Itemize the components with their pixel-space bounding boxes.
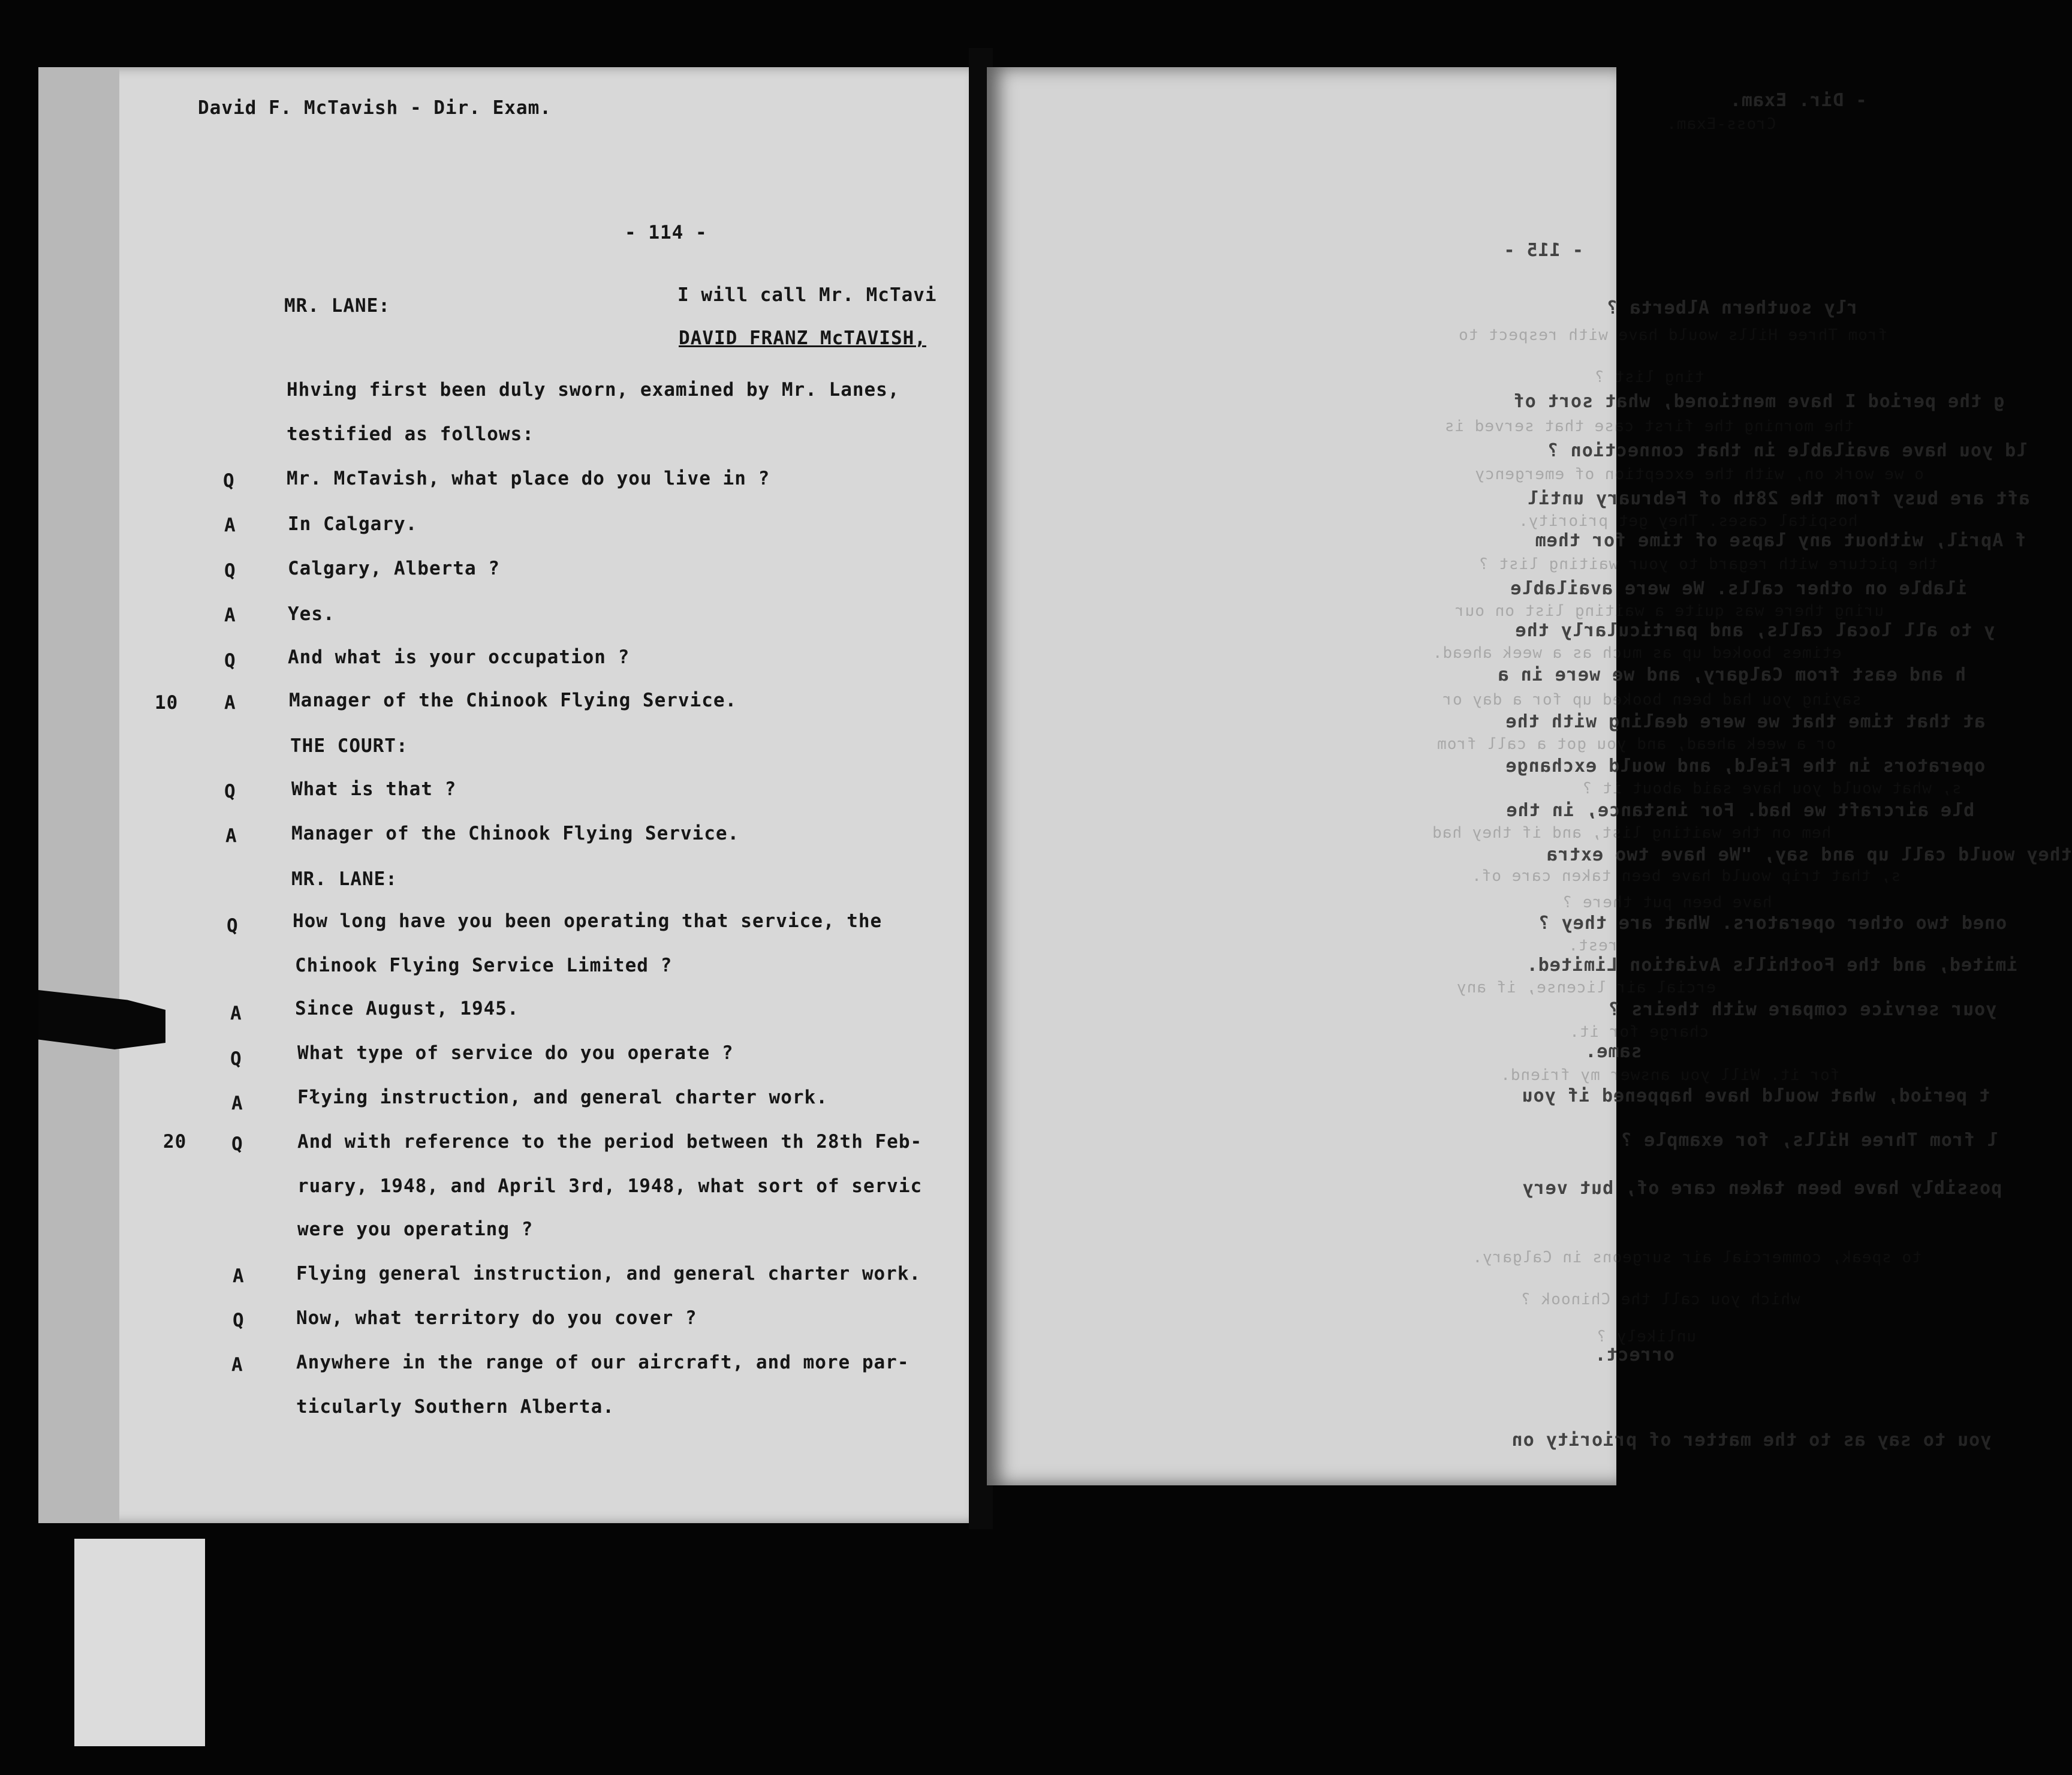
page-number: - 114 - <box>625 222 707 243</box>
qa-text: Now, what territory do you cover ? <box>296 1307 697 1329</box>
faint-line: the picture with regard to your waiting list ? <box>1478 555 1938 573</box>
qa-text: ticularly Southern Alberta. <box>296 1396 615 1418</box>
faint-line: s, that trip would have been taken care of. <box>1471 867 1901 885</box>
qa-text: Manager of the Chinook Flying Service. <box>289 690 737 711</box>
qa-text: ruary, 1948, and April 3rd, 1948, what sort of servic <box>297 1175 923 1197</box>
faint-line: o we work on, with the exception of emergency <box>1474 465 1924 483</box>
call-statement: I will call Mr. McTavi <box>677 284 937 306</box>
faint-line: charge for it. <box>1569 1023 1709 1041</box>
sworn-line: Hhving first been duly sworn, examined by Mr. Lanes, <box>287 379 900 401</box>
qa-text: Since August, 1945. <box>295 998 519 1019</box>
mirrored-line: ting list ? <box>1594 368 1704 386</box>
qa-marker: Q <box>227 915 239 937</box>
mirrored-line: operators in the Field, and would exchange <box>1505 756 1986 777</box>
mirrored-line: aft are busy from the 28th of February until <box>1526 488 2030 509</box>
qa-marker: A <box>224 515 236 536</box>
line-number: 10 <box>155 692 179 714</box>
mirrored-line: your service compare with theirs ? <box>1608 999 1997 1020</box>
faint-line: have been put there ? <box>1562 893 1772 911</box>
mirrored-line: f April, without any lapse of time for them <box>1534 530 2026 551</box>
faint-line: or a week ahead, and you got a call from <box>1436 735 1836 753</box>
faint-line: unlikely ? <box>1596 1328 1697 1346</box>
faint-line: the morning the first case that served is <box>1444 417 1854 435</box>
faint-line: rest. <box>1568 937 1618 955</box>
qa-text: Yes. <box>288 603 335 625</box>
faint-line: ercial air license, if any <box>1456 979 1716 997</box>
qa-marker: Q <box>224 781 236 802</box>
qa-marker: A <box>224 604 236 626</box>
mirrored-line: at that time that we were dealing with the <box>1505 711 1986 732</box>
qa-marker: Q <box>224 560 236 582</box>
faint-line: to speak, commercial air surgeons in Calgary. <box>1472 1248 1922 1266</box>
qa-text: And what is your occupation ? <box>288 646 630 668</box>
mirrored-line: ilable on other calls. We were available <box>1510 578 1967 599</box>
qa-text: Chinook Flying Service Limited ? <box>295 955 673 976</box>
mirrored-line: y to all local calls, and particularly the <box>1514 620 1995 641</box>
right-header-sub: Cross-Exam. <box>1666 115 1776 133</box>
mirrored-line: possibly have been taken care of, but very <box>1522 1178 2002 1199</box>
qa-marker: A <box>224 692 236 714</box>
speaker-heading: MR. LANE: <box>291 868 397 890</box>
qa-marker: A <box>231 1354 243 1376</box>
mirrored-line: l from Three Hills, for example ? <box>1621 1130 1998 1151</box>
qa-marker: Q <box>233 1310 245 1331</box>
mirrored-line: ld you have available in that connection ? <box>1547 440 2028 461</box>
mirrored-line: t period, what would have happened if you <box>1521 1085 1990 1106</box>
left-page-margin <box>38 67 119 1523</box>
witness-name: DAVID FRANZ McTAVISH, <box>679 327 926 349</box>
mirrored-line: orrect. <box>1594 1344 1675 1365</box>
qa-marker: A <box>231 1093 243 1114</box>
qa-text: Calgary, Alberta ? <box>288 558 500 579</box>
mirrored-line: g the period I have mentioned, what sort of <box>1513 391 2005 412</box>
qa-text: Flying general instruction, and general charter work. <box>296 1263 921 1284</box>
qa-marker: Q <box>224 650 236 672</box>
line-number: 20 <box>163 1131 187 1153</box>
qa-text: were you operating ? <box>297 1219 534 1240</box>
faint-line: saying you had been booked up for a day or <box>1442 691 1862 709</box>
speaker-heading: THE COURT: <box>290 735 408 757</box>
qa-text: What type of service do you operate ? <box>297 1042 734 1064</box>
speaker-label: MR. LANE: <box>284 295 390 317</box>
faint-line: uring there was quite a waiting list on our <box>1454 602 1884 620</box>
qa-text: Manager of the Chinook Flying Service. <box>291 823 740 844</box>
right-page-text-area <box>987 67 2072 1485</box>
qa-text: What is that ? <box>291 778 457 800</box>
qa-text: How long have you been operating that service, the <box>293 910 883 932</box>
mirrored-line: h and east from Calgary, and we were in a <box>1497 664 1966 685</box>
faint-line: hospital cases. They get priority. <box>1518 512 1858 530</box>
mirrored-line: ble aircraft we had. For instance, in the <box>1505 800 1975 821</box>
mirrored-line: same. <box>1585 1041 1642 1062</box>
mirrored-line: they would call up and say, "We have two extra <box>1546 844 2072 865</box>
faint-line: s, what would you have said about it ? <box>1582 780 1962 798</box>
qa-text: Fłying instruction, and general charter work. <box>297 1087 828 1108</box>
mirrored-line: from Three Hills would have with respect to <box>1458 326 1888 344</box>
faint-line: hem on the waiting list, and if they had <box>1432 824 1832 842</box>
qa-marker: Q <box>231 1133 243 1155</box>
mirrored-line: rly southern Alberta ? <box>1606 297 1858 318</box>
qa-text: And with reference to the period between th 28th Feb- <box>297 1131 923 1153</box>
mirrored-line: oned two other operators. What are they ? <box>1538 913 2007 934</box>
qa-marker: A <box>225 825 237 847</box>
qa-marker: A <box>230 1003 242 1024</box>
mirrored-line: imited, and the Foothills Aviation Limited. <box>1526 955 2018 976</box>
faint-line: etimes booked up as much as a week ahead. <box>1432 644 1842 662</box>
sworn-line: testified as follows: <box>287 423 534 445</box>
right-header: - Dir. Exam. <box>1729 90 1867 111</box>
paper-tab <box>74 1539 205 1746</box>
mirrored-line: you to say as to the matter of priority on <box>1511 1430 1992 1451</box>
faint-line: which you call the Chinook ? <box>1520 1290 1800 1308</box>
right-page-number: - 115 - <box>1503 240 1583 261</box>
qa-text: Anywhere in the range of our aircraft, and more par- <box>296 1352 909 1373</box>
qa-marker: A <box>233 1265 245 1287</box>
qa-marker: Q <box>223 470 235 492</box>
qa-marker: Q <box>230 1048 242 1070</box>
qa-text: Mr. McTavish, what place do you live in ? <box>287 468 770 489</box>
qa-text: In Calgary. <box>288 513 418 535</box>
page-header: David F. McTavish - Dir. Exam. <box>198 97 552 119</box>
faint-line: for it. Will you answer my friend. <box>1500 1066 1840 1084</box>
